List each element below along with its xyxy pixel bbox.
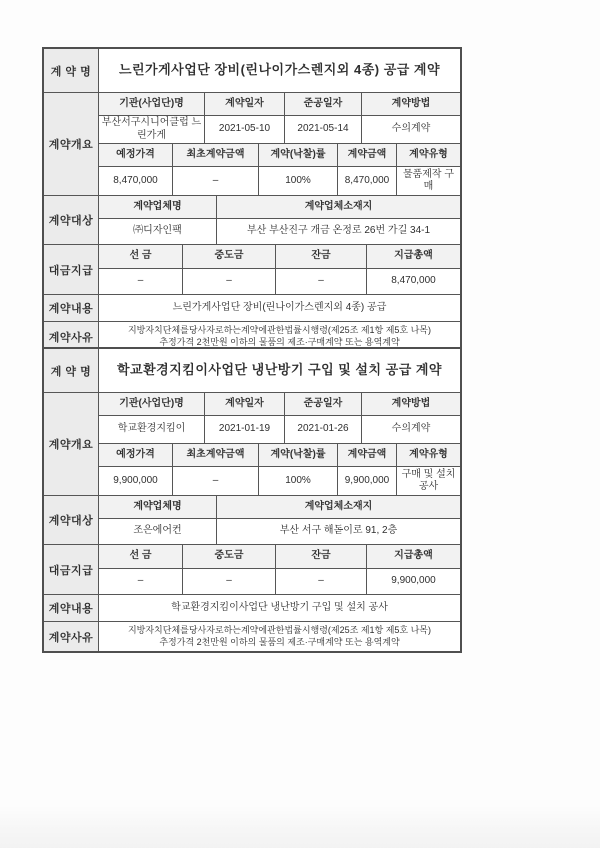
content-value: 느린가게사업단 장비(린나이가스렌지외 4종) 공급 xyxy=(172,301,387,313)
contract-amount-header: 계약금액 xyxy=(338,144,397,166)
estimated-price-value: 8,470,000 xyxy=(99,167,173,195)
contract-name-section xyxy=(44,349,460,392)
scan-bleedthrough-artifact xyxy=(0,806,600,848)
reason-line-1: 지방자치단체를당사자로하는계약에관한법률시행령(제25조 제1항 제5호 나목) xyxy=(127,325,432,336)
contract-date-value: 2021-01-19 xyxy=(205,416,285,443)
interim-value: – xyxy=(183,569,276,594)
award-rate-header: 계약(낙찰)률 xyxy=(259,444,338,466)
vendor-address-header: 계약업체소재지 xyxy=(217,196,460,218)
org-name-header: 기관(사업단)명 xyxy=(99,93,205,115)
contract-type-value: 구매 및 설치공사 xyxy=(401,468,456,492)
vendor-address-header: 계약업체소재지 xyxy=(217,496,460,518)
vendor-name-header: 계약업체명 xyxy=(99,496,217,518)
interim-header: 중도금 xyxy=(183,545,276,568)
vendor-address-value: 부산 서구 해돋이로 91, 2층 xyxy=(279,525,398,537)
payment-section xyxy=(44,244,460,294)
completion-date-header: 준공일자 xyxy=(285,393,362,415)
contract-table-1 xyxy=(42,47,462,353)
payment-label: 대금지급 xyxy=(44,545,99,594)
advance-value: – xyxy=(99,569,183,594)
vendor-name-value: ㈜디자인팩 xyxy=(99,219,217,244)
overview-section xyxy=(44,392,460,495)
contract-name-section xyxy=(44,49,460,92)
org-name-value: 부산서구시니어클럽 느린가게 xyxy=(99,116,205,143)
overview-section xyxy=(44,92,460,195)
award-rate-header: 계약(낙찰)률 xyxy=(259,144,338,166)
content-section xyxy=(44,294,460,321)
total-header: 지급총액 xyxy=(367,245,460,268)
payment-label: 대금지급 xyxy=(44,245,99,294)
total-header: 지급총액 xyxy=(367,545,460,568)
org-name-value: 학교환경지킴이 xyxy=(99,416,205,443)
payment-section xyxy=(44,544,460,594)
reason-section xyxy=(44,621,460,651)
contract-method-header: 계약방법 xyxy=(362,93,460,115)
contract-date-value: 2021-05-10 xyxy=(205,116,285,143)
interim-header: 중도금 xyxy=(183,245,276,268)
reason-line-1: 지방자치단체를당사자로하는계약에관한법률시행령(제25조 제1항 제5호 나목) xyxy=(127,625,432,636)
target-label: 계약대상 xyxy=(44,196,99,244)
reason-value xyxy=(99,622,460,651)
contract-name-label: 계 약 명 xyxy=(44,349,99,392)
contract-amount-value: 9,900,000 xyxy=(338,467,397,495)
contract-date-header: 계약일자 xyxy=(205,393,285,415)
org-name-header: 기관(사업단)명 xyxy=(99,393,205,415)
reason-line-2: 추정가격 2천만원 이하의 물품의 제조·구매계약 또는 용역계약 xyxy=(159,636,400,647)
reason-label: 계약사유 xyxy=(44,622,99,651)
contract-date-header: 계약일자 xyxy=(205,93,285,115)
content-label: 계약내용 xyxy=(44,295,99,321)
content-label: 계약내용 xyxy=(44,595,99,621)
initial-amount-value: – xyxy=(173,467,259,495)
target-section xyxy=(44,195,460,244)
initial-amount-header: 최초계약금액 xyxy=(173,444,259,466)
vendor-name-value: 조은에어컨 xyxy=(99,519,217,544)
contract-type-value: 물품제작 구매 xyxy=(402,168,455,192)
overview-label: 계약개요 xyxy=(44,93,99,195)
content-value: 학교환경지킴이사업단 냉난방기 구입 및 설치 공사 xyxy=(171,601,388,613)
vendor-name-header: 계약업체명 xyxy=(99,196,217,218)
contract-table-2 xyxy=(42,347,462,653)
contract-method-header: 계약방법 xyxy=(362,393,460,415)
reason-line-2: 추정가격 2천만원 이하의 물품의 제조·구매계약 또는 용역계약 xyxy=(159,336,400,347)
estimated-price-value: 9,900,000 xyxy=(99,467,173,495)
total-value: 8,470,000 xyxy=(391,275,436,287)
advance-header: 선 금 xyxy=(99,245,183,268)
contract-type-header: 계약유형 xyxy=(397,144,460,166)
initial-amount-value: – xyxy=(173,167,259,195)
balance-header: 잔금 xyxy=(276,245,367,268)
advance-header: 선 금 xyxy=(99,545,183,568)
vendor-address-value: 부산 부산진구 개금 온정로 26번 가길 34-1 xyxy=(246,225,431,237)
contract-name-label: 계 약 명 xyxy=(44,49,99,92)
estimated-price-header: 예정가격 xyxy=(99,144,173,166)
content-section xyxy=(44,594,460,621)
contract-title: 학교환경지킴이사업단 냉난방기 구입 및 설치 공급 계약 xyxy=(116,362,442,378)
completion-date-header: 준공일자 xyxy=(285,93,362,115)
reason-label: 계약사유 xyxy=(44,322,99,351)
contract-title: 느린가게사업단 장비(린나이가스렌지외 4종) 공급 계약 xyxy=(118,62,441,78)
completion-date-value: 2021-05-14 xyxy=(285,116,362,143)
award-rate-value: 100% xyxy=(259,467,338,495)
completion-date-value: 2021-01-26 xyxy=(285,416,362,443)
contract-type-header: 계약유형 xyxy=(397,444,460,466)
interim-value: – xyxy=(183,269,276,294)
contract-method-value: 수의계약 xyxy=(391,423,431,435)
contract-amount-value: 8,470,000 xyxy=(338,167,397,195)
balance-value: – xyxy=(276,569,367,594)
overview-label: 계약개요 xyxy=(44,393,99,495)
contract-method-value: 수의계약 xyxy=(391,123,431,135)
balance-value: – xyxy=(276,269,367,294)
contract-amount-header: 계약금액 xyxy=(338,444,397,466)
advance-value: – xyxy=(99,269,183,294)
initial-amount-header: 최초계약금액 xyxy=(173,144,259,166)
balance-header: 잔금 xyxy=(276,545,367,568)
award-rate-value: 100% xyxy=(259,167,338,195)
target-label: 계약대상 xyxy=(44,496,99,544)
total-value: 9,900,000 xyxy=(391,575,436,587)
target-section xyxy=(44,495,460,544)
estimated-price-header: 예정가격 xyxy=(99,444,173,466)
